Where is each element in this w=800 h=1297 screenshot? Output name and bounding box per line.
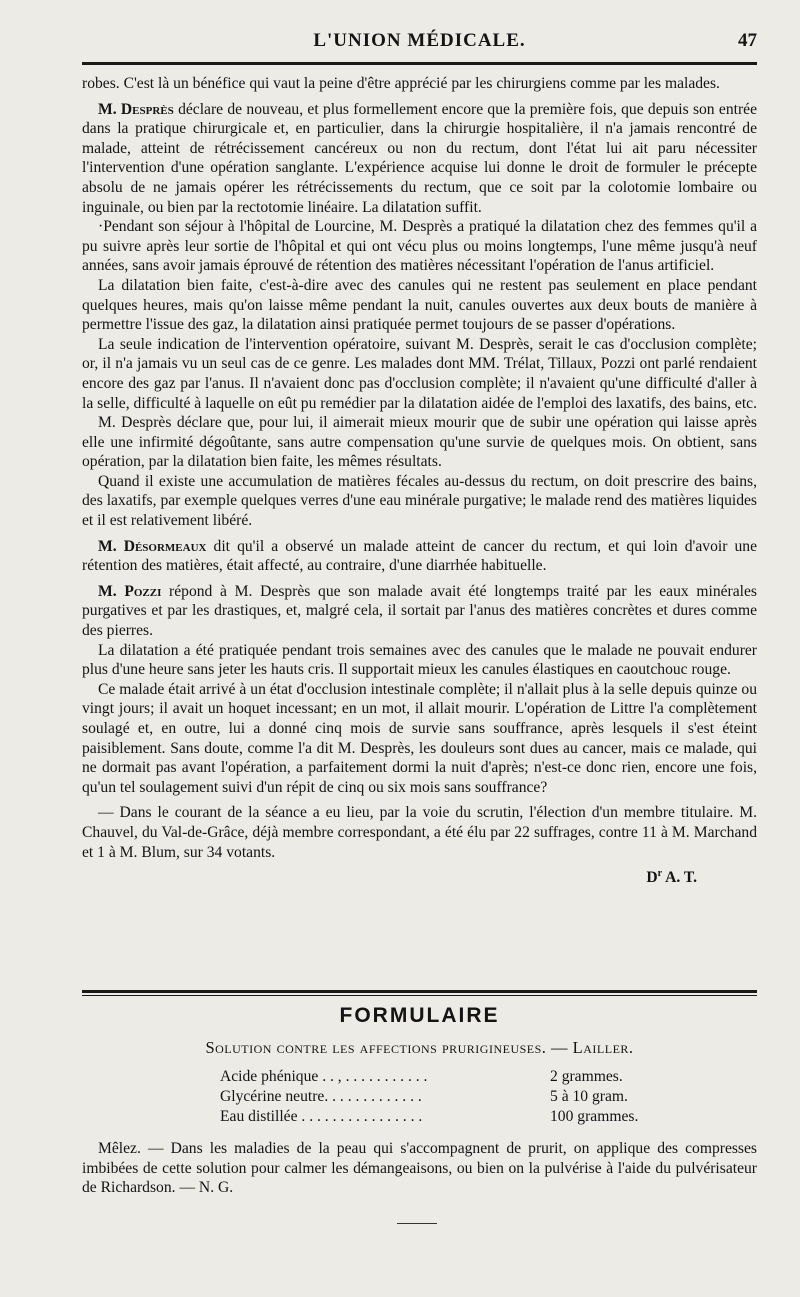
article-signature [82, 864, 757, 888]
paragraph-text: répond à M. Desprès que son malade avait été longtemps traité par les eaux minérales purgatives et par les drastiques, et, malgré cela, il sortait par l'anus des matières concrètes et dures comme des pierres. [82, 582, 757, 640]
section-title: FORMULAIRE [339, 1004, 500, 1027]
paragraph [82, 537, 757, 576]
paragraph [82, 100, 757, 218]
paragraph [82, 74, 757, 94]
paragraph-text: déclare de nouveau, et plus formellement encore que la première fois, que depuis son entrée dans la pratique chirurgicale et, en particulier, dans la chirurgie hospitalière, il n'a jamais rencontré de malade, atteint de rétrécissement cancéreux ou non du rectum, dont l'état lui ait paru nécessiter l'intervention d'une opération sanglante. L'expérience acquise lui donne le droit de formuler le précepte absolu de ne jamais opérer les rétrécissements du rectum, que ce soit par la colotomie lombaire ou inguinale, ou bien par la rectotomie linéaire. La dilatation suffit. [82, 100, 757, 216]
recipe-title: Solution contre les affections prurigineuses. — Lailler. [205, 1037, 634, 1057]
page-number: 47 [738, 30, 757, 51]
ingredient-quantity: 100 grammes. [550, 1108, 639, 1126]
paragraph-text: dit qu'il a observé un malade atteint de cancer du rectum, et qui loin d'avoir une rétention des matières, était affecté, au contraire, d'une diarrhée habituelle. [82, 537, 757, 575]
paragraph-text: La dilatation bien faite, c'est-à-dire avec des canules qui ne restent pas seulement en place pendant quelques heures, mais qu'on laisse même pendant la nuit, canules ouvertes aux deux bouts de manière à permettre l'issue des gaz, la dilatation ainsi pratiquée permet toujours de se passer d'opérations. [82, 276, 757, 334]
paragraph-text: Ce malade était arrivé à un état d'occlusion intestinale complète; il n'allait plus à la selle depuis quinze ou vingt jours; il avait un hoquet incessant; en un mot, il allait mourir. L'opération de Littre l'a complètement soulagé et, en outre, lui a donné cinq mois de survie sans souffrance, après lesquels il s'est éteint paisiblement. Sans doute, comme l'a dit M. Desprès, les douleurs sont dues au cancer, mais ce malade, qui ne dormait pas avant l'opération, a parfaitement dormi la nuit d'après; n'est-ce donc rien, encore une fois, qu'un tel soulagement suivi d'un répit de cinq ou six mois sans souffrance? [82, 680, 757, 796]
article-body [82, 74, 757, 888]
ingredient-name: Glycérine neutre. . . . . . . . . . . . . [220, 1088, 422, 1106]
running-head [82, 30, 757, 54]
formulaire-section [82, 990, 757, 1198]
ingredient-list [220, 1067, 660, 1127]
ingredient-quantity: 5 à 10 gram. [550, 1088, 628, 1106]
paragraph-text: La seule indication de l'intervention opératoire, suivant M. Desprès, serait le cas d'occlusion complète; or, il n'a jamais vu un seul cas de ce genre. Les malades dont MM. Trélat, Tillaux, Pozzi ont parlé rendaient encore des gaz par l'anus. Il n'avaient donc pas d'occlusion complète; il n'avaient qu'une difficulté d'aller à la selle, difficulté à laquelle on eût pu remédier par la dilatation aidée de l'emploi des laxatifs, des bains, etc. [82, 335, 757, 412]
paragraph [82, 582, 757, 641]
paragraph [82, 217, 757, 276]
header-rule [82, 62, 757, 65]
paragraph [82, 803, 757, 862]
recipe-note: Mêlez. — Dans les maladies de la peau qui s'accompagnent de prurit, on applique des compresses imbibées de cette solution pour calmer les démangeaisons, ou bien on la pulvérise à l'aide du pulvérisateur de Richardson. — N. G. [82, 1140, 757, 1197]
closing-rule [397, 1223, 437, 1224]
ingredient-row [220, 1107, 660, 1127]
speaker-name: M. Desprès [98, 100, 174, 118]
paragraph [82, 641, 757, 680]
ingredient-row [220, 1067, 660, 1087]
paragraph-text: — Dans le courant de la séance a eu lieu, par la voie du scrutin, l'élection d'un membre titulaire. M. Chauvel, du Val-de-Grâce, déjà membre correspondant, a été élu par 22 suffrages, contre 11 à M. Marchand et 1 à M. Blum, sur 34 votants. [82, 804, 757, 861]
paragraph-text: M. Desprès déclare que, pour lui, il aimerait mieux mourir que de subir une opération qui laisse après elle une infirmité dégoûtante, sans autre compensation qu'une survie de quelques mois. On obtient, sans opération, par la dilatation bien faite, les mêmes résultats. [82, 414, 757, 471]
paragraph-text: Quand il existe une accumulation de matières fécales au-dessus du rectum, on doit prescrire des bains, des laxatifs, par exemple quelques verres d'une eau minérale purgative; le malade rend des matières liquides et il est relativement libéré. [82, 472, 757, 530]
ingredient-name: Eau distillée . . . . . . . . . . . . . . . . [220, 1108, 423, 1126]
signature-initial: D [646, 869, 658, 887]
section-rule-bottom [82, 995, 757, 996]
paragraph [82, 276, 757, 335]
paragraph [82, 472, 757, 531]
paragraph-text: ·Pendant son séjour à l'hôpital de Lourcine, M. Desprès a pratiqué la dilatation chez des femmes qu'il a pu suivre après leur sortie de l'hôpital et qui ont vécu plus ou moins longtemps, l'une même jusqu'à neuf années, sans avoir jamais éprouvé de rétention des matières nécessitant l'opération de l'anus artificiel. [82, 218, 757, 275]
signature-superscript: r [657, 868, 663, 880]
speaker-name: M. Désormeaux [98, 537, 207, 555]
speaker-name: M. Pozzi [98, 582, 162, 600]
ingredient-name: Acide phénique . . , . . . . . . . . . . . [220, 1068, 428, 1086]
paragraph-text: robes. C'est là un bénéfice qui vaut la peine d'être apprécié par les chirurgiens comme par les malades. [82, 75, 720, 92]
ingredient-quantity: 2 grammes. [550, 1068, 623, 1086]
paragraph [82, 335, 757, 413]
paragraph [82, 680, 757, 798]
section-rule-top [82, 990, 757, 993]
journal-title: L'UNION MÉDICALE. [313, 30, 526, 51]
paragraph-text: La dilatation a été pratiquée pendant trois semaines avec des canules que le malade ne pouvait endurer plus d'une heure sans jeter les hauts cris. Il supportait mieux les canules élastiques en caoutchouc rouge. [82, 641, 757, 679]
paragraph [82, 413, 757, 472]
signature-initials: A. T. [662, 869, 697, 887]
ingredient-row [220, 1087, 660, 1107]
